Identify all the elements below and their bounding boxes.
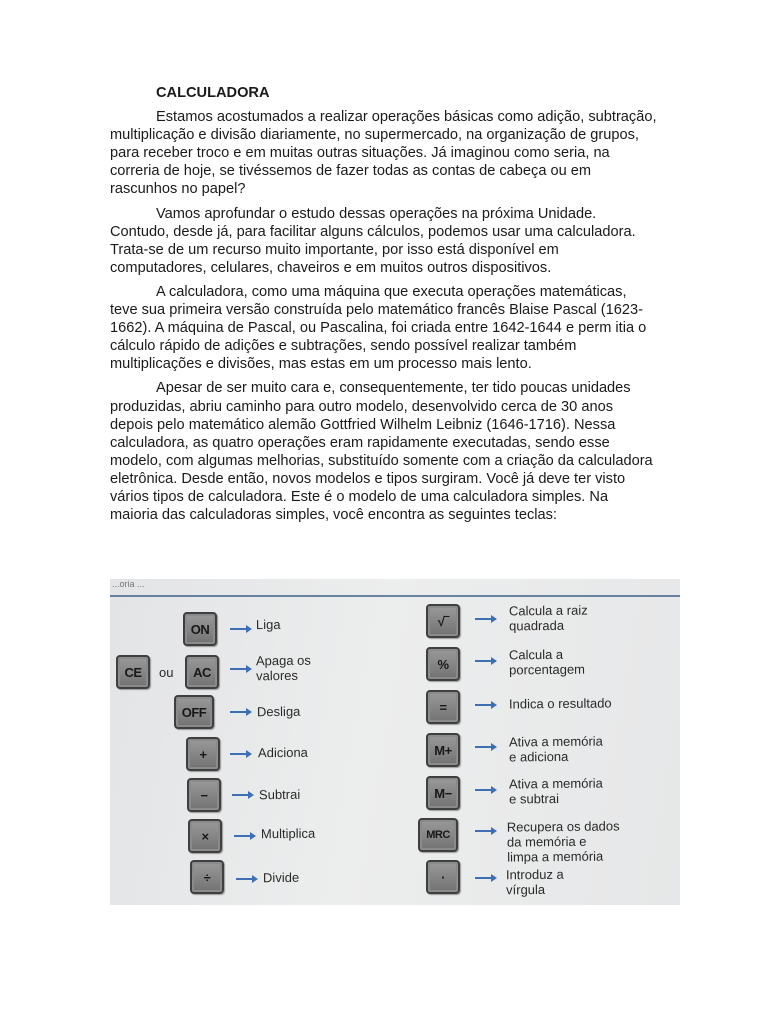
multiply-key: × bbox=[188, 819, 222, 853]
decimal-point-key: · bbox=[426, 860, 460, 894]
memory-subtract-key-description: Ativa a memória e subtrai bbox=[508, 775, 603, 807]
arrow-icon bbox=[234, 835, 252, 837]
arrow-icon bbox=[230, 753, 248, 755]
ce-key: CE bbox=[116, 655, 150, 689]
square-root-key: √‾ bbox=[426, 604, 460, 638]
arrow-icon bbox=[475, 660, 493, 662]
memory-recall-clear-key-description: Recupera os dados da memória e limpa a memória bbox=[506, 818, 620, 865]
arrow-icon bbox=[230, 628, 248, 630]
paragraph-1: Estamos acostumados a realizar operações básicas como adição, subtração, multiplicação e divisão diariamente, no supermercado, na organização de grupos, para receber troco e em muitas outras situações. Já imaginou como seria, na correria de hoje, se tivéssemos de fazer todas as contas de cabeça ou em rascunhos no papel? bbox=[110, 109, 657, 198]
paragraph-2: Vamos aprofundar o estudo dessas operações na próxima Unidade. Contudo, desde já, para facilitar alguns cálculos, podemos usar uma calculadora. Trata-se de um recurso muito importante, por isso está disponível em computadores, celulares, chaveiros e em muitos outros dispositivos. bbox=[110, 205, 636, 276]
off-key: OFF bbox=[174, 695, 214, 729]
percent-key-description: Calcula a porcentagem bbox=[508, 646, 586, 678]
arrow-icon bbox=[230, 711, 248, 713]
subtract-key: − bbox=[187, 778, 221, 812]
on-key: ON bbox=[183, 612, 217, 646]
add-key: + bbox=[186, 737, 220, 771]
memory-add-key-description: Ativa a memória e adiciona bbox=[508, 733, 603, 765]
memory-add-key: M+ bbox=[426, 733, 460, 767]
arrow-icon bbox=[475, 704, 493, 706]
or-label: ou bbox=[159, 665, 174, 680]
arrow-icon bbox=[230, 668, 248, 670]
square-root-key-description: Calcula a raiz quadrada bbox=[508, 602, 588, 634]
arrow-icon bbox=[475, 830, 493, 832]
paragraph-4: Apesar de ser muito cara e, consequentemente, ter tido poucas unidades produzidas, abriu caminho para outro modelo, desenvolvido cerca de 30 anos depois pelo matemático alemão Gottfried Wilhelm Leibniz (1646-1716). Nessa calculadora, as quatro operações eram rapidamente executadas, sendo esse modelo, com algumas melhorias, substituído somente com a criação da calculadora eletrônica. Desde então, novos modelos e tipos surgiram. Você já deve ter visto vários tipos de calculadora. Este é o modelo de uma calculadora simples. Na maioria das calculadoras simples, você encontra as seguintes teclas: bbox=[110, 380, 653, 524]
equals-key: = bbox=[426, 690, 460, 724]
equals-key-description: Indica o resultado bbox=[508, 695, 612, 712]
on-key-description: Liga bbox=[255, 616, 281, 633]
off-key-description: Desliga bbox=[256, 703, 301, 720]
ac-key-description: Apaga os valores bbox=[255, 652, 311, 684]
arrow-icon bbox=[236, 878, 254, 880]
subtract-key-description: Subtrai bbox=[258, 786, 301, 803]
ac-key: AC bbox=[185, 655, 219, 689]
page-title: CALCULADORA bbox=[156, 85, 270, 101]
add-key-description: Adiciona bbox=[257, 744, 308, 761]
arrow-icon bbox=[475, 746, 493, 748]
paragraph-3: A calculadora, como uma máquina que executa operações matemáticas, teve sua primeira versão construída pelo matemático francês Blaise Pascal (1623-1662). A máquina de Pascal, ou Pascalina, foi criada entre 1642-1644 e perm itia o cálculo rápido de adições e subtrações, sendo possível realizar também multiplicações e divisões, mas estas em um processo mais lento. bbox=[110, 283, 647, 373]
figure-top-rule bbox=[110, 595, 680, 597]
decimal-point-key-description: Introduz a vírgula bbox=[505, 866, 564, 898]
arrow-icon bbox=[475, 618, 493, 620]
arrow-icon bbox=[475, 877, 493, 879]
figure-cropped-label: ...oria ... bbox=[112, 579, 145, 589]
arrow-icon bbox=[475, 789, 493, 791]
calculator-keys-figure bbox=[110, 579, 680, 905]
arrow-icon bbox=[232, 794, 250, 796]
divide-key: ÷ bbox=[190, 860, 224, 894]
memory-subtract-key: M− bbox=[426, 776, 460, 810]
memory-recall-clear-key: MRC bbox=[418, 818, 458, 852]
article-body bbox=[110, 84, 658, 530]
divide-key-description: Divide bbox=[262, 869, 300, 886]
multiply-key-description: Multiplica bbox=[260, 825, 316, 842]
percent-key: % bbox=[426, 647, 460, 681]
